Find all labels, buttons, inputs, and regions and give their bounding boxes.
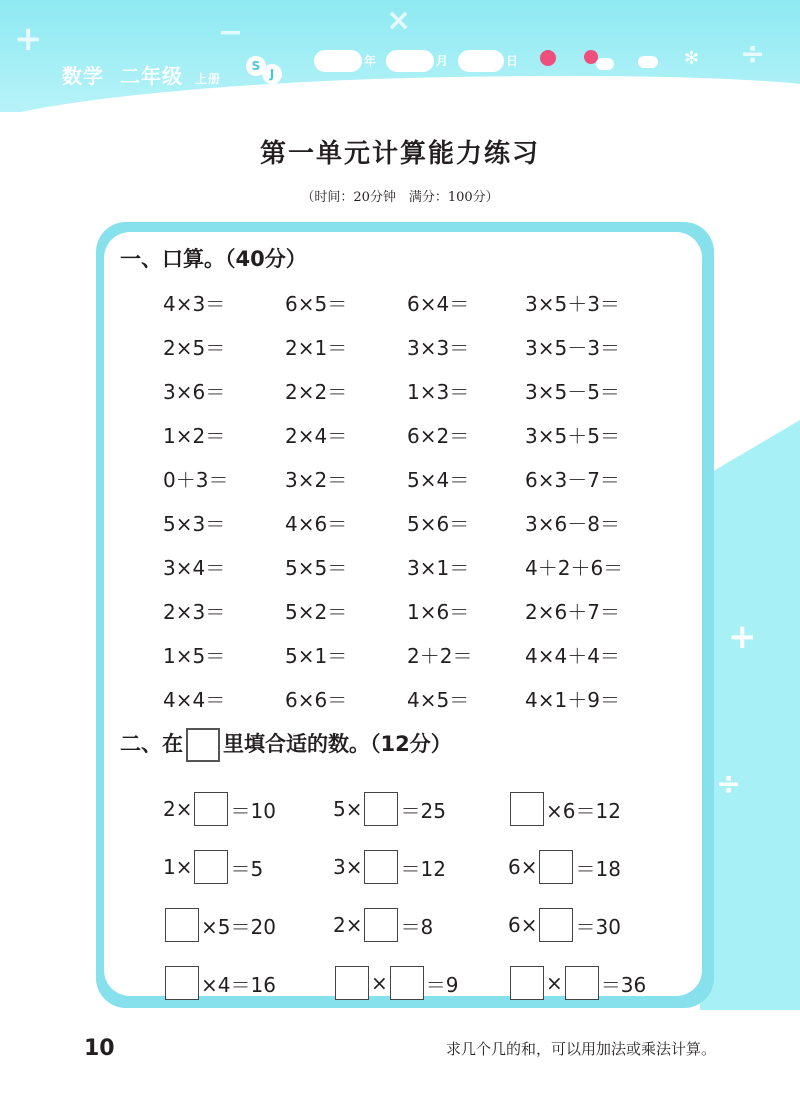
mental-math-item: 2×1＝ [285,335,348,360]
header-band [0,0,800,112]
publisher-logo-s: S [246,56,266,76]
plus-side-icon: + [728,617,757,657]
mental-math-item: 3×5－5＝ [525,379,620,404]
section-2-heading [120,728,452,762]
fill-in-text: ＝10 [230,798,276,823]
answer-box[interactable] [194,792,228,826]
mental-math-item: 2×4＝ [285,423,348,448]
mental-math-item: 3×6－8＝ [525,511,620,536]
fill-in-item [163,908,333,942]
mental-math-item: 4×4＝ [163,687,226,712]
mental-math-item: 4×4＋4＝ [525,643,620,668]
fill-in-text: ＝36 [600,972,647,997]
day-label: 日 [506,54,519,68]
fill-in-item [508,792,683,826]
fill-in-text: ＝12 [400,856,446,881]
mental-math-item: 2×5＝ [163,335,226,360]
mental-math-item: 6×5＝ [285,291,348,316]
mental-math-item: 5×2＝ [285,599,348,624]
fill-in-text: ＝8 [400,914,434,939]
mental-math-item: 1×5＝ [163,643,226,668]
fill-in-text: ×6＝12 [546,798,621,823]
divide-decoration-icon: ÷ [740,37,766,72]
mental-math-item: 2×2＝ [285,379,348,404]
multiply-decoration-icon: × [386,3,412,38]
answer-box[interactable] [364,850,398,884]
fill-in-text: 5× [333,797,363,821]
fill-in-text: 6× [508,855,538,879]
fill-in-item [163,792,333,826]
snow-weather-icon[interactable]: ✻ [684,48,700,69]
answer-box[interactable] [165,966,199,1000]
mental-math-item: 5×6＝ [407,511,470,536]
mental-math-item: 1×3＝ [407,379,470,404]
section-2-heading-start: 二、在 [120,732,183,756]
answer-box[interactable] [364,908,398,942]
fill-in-text: ＝9 [425,972,459,997]
footer-tip: 求几个几的和，可以用加法或乘法计算。 [445,1040,716,1058]
mental-math-item: 5×3＝ [163,511,226,536]
minus-decoration-icon: − [218,15,244,50]
mental-math-item: 5×4＝ [407,467,470,492]
example-box-icon [186,728,220,762]
answer-box[interactable] [539,850,573,884]
publisher-logo-j: J [262,64,282,84]
mental-math-item: 4×6＝ [285,511,348,536]
fill-in-text: 6× [508,913,538,937]
section-1-heading: 一、口算。（40分） [120,247,307,271]
mental-math-item: 5×5＝ [285,555,348,580]
subject-label [62,60,221,89]
volume-name: 上册 [194,72,221,86]
fill-in-text: × [371,971,388,995]
grade-name: 二年级 [119,64,183,88]
mental-math-item: 3×1＝ [407,555,470,580]
section-2-heading-end: 里填合适的数。（12分） [223,732,452,756]
answer-box[interactable] [165,908,199,942]
fill-in-text: ＝18 [575,856,621,881]
mental-math-item: 2×3＝ [163,599,226,624]
answer-box[interactable] [510,792,544,826]
answer-box[interactable] [390,966,424,1000]
fill-in-text: 1× [163,855,193,879]
plus-decoration-icon: + [14,19,43,59]
answer-box[interactable] [565,966,599,1000]
mental-math-item: 6×4＝ [407,291,470,316]
fill-in-text: ＝5 [230,856,264,881]
fill-in-text: ＝30 [575,914,621,939]
year-label: 年 [364,54,377,68]
mental-math-item: 4×3＝ [163,291,226,316]
mental-math-item: 3×3＝ [407,335,470,360]
cloudy-weather-icon[interactable] [596,58,614,70]
mental-math-item: 3×5＋5＝ [525,423,620,448]
fill-in-text: ×5＝20 [201,914,276,939]
mental-math-item: 3×4＝ [163,555,226,580]
rain-weather-icon[interactable] [638,56,658,68]
mental-math-item: 1×6＝ [407,599,470,624]
mental-math-item: 6×6＝ [285,687,348,712]
fill-in-text: 3× [333,855,363,879]
fill-in-item [163,966,333,1000]
fill-in-item [333,908,508,942]
fill-in-item [163,850,333,884]
answer-box[interactable] [539,908,573,942]
fill-in-grid [163,780,683,1012]
fill-in-item [508,908,683,942]
mental-math-grid [163,280,683,720]
mental-math-item: 2×6＋7＝ [525,599,620,624]
year-field[interactable] [314,50,362,72]
day-field[interactable] [458,50,504,72]
time-score-info: （时间：20分钟 满分：100分） [301,190,499,205]
mental-math-item: 6×2＝ [407,423,470,448]
fill-in-text: 2× [163,797,193,821]
mental-math-item: 3×6＝ [163,379,226,404]
answer-box[interactable] [335,966,369,1000]
mental-math-item: 4×5＝ [407,687,470,712]
fill-in-text: ＝25 [400,798,446,823]
answer-box[interactable] [510,966,544,1000]
month-label: 月 [436,54,449,68]
sunny-weather-icon[interactable] [540,50,556,66]
fill-in-text: × [546,971,563,995]
mental-math-item: 3×5＋3＝ [525,291,620,316]
fill-in-text: 2× [333,913,363,937]
fill-in-item [508,966,683,1000]
fill-in-item [333,850,508,884]
mental-math-item: 4×1＋9＝ [525,687,620,712]
mental-math-item: 2＋2＝ [407,643,473,668]
answer-box[interactable] [194,850,228,884]
fill-in-item [333,792,508,826]
mental-math-item: 5×1＝ [285,643,348,668]
page-number: 10 [84,1036,115,1061]
fill-in-item [508,850,683,884]
mental-math-item: 0＋3＝ [163,467,229,492]
mental-math-item: 4＋2＋6＝ [525,555,624,580]
mental-math-item: 1×2＝ [163,423,226,448]
fill-in-text: ×4＝16 [201,972,276,997]
mental-math-item: 3×2＝ [285,467,348,492]
mental-math-item: 6×3－7＝ [525,467,620,492]
side-decoration-panel [700,420,800,1010]
answer-box[interactable] [364,792,398,826]
fill-in-item [333,966,508,1000]
mental-math-item: 3×5－3＝ [525,335,620,360]
divide-side-icon: ÷ [716,767,742,802]
subject-name: 数学 [62,64,104,88]
page-title: 第一单元计算能力练习 [259,139,540,169]
month-field[interactable] [386,50,434,72]
